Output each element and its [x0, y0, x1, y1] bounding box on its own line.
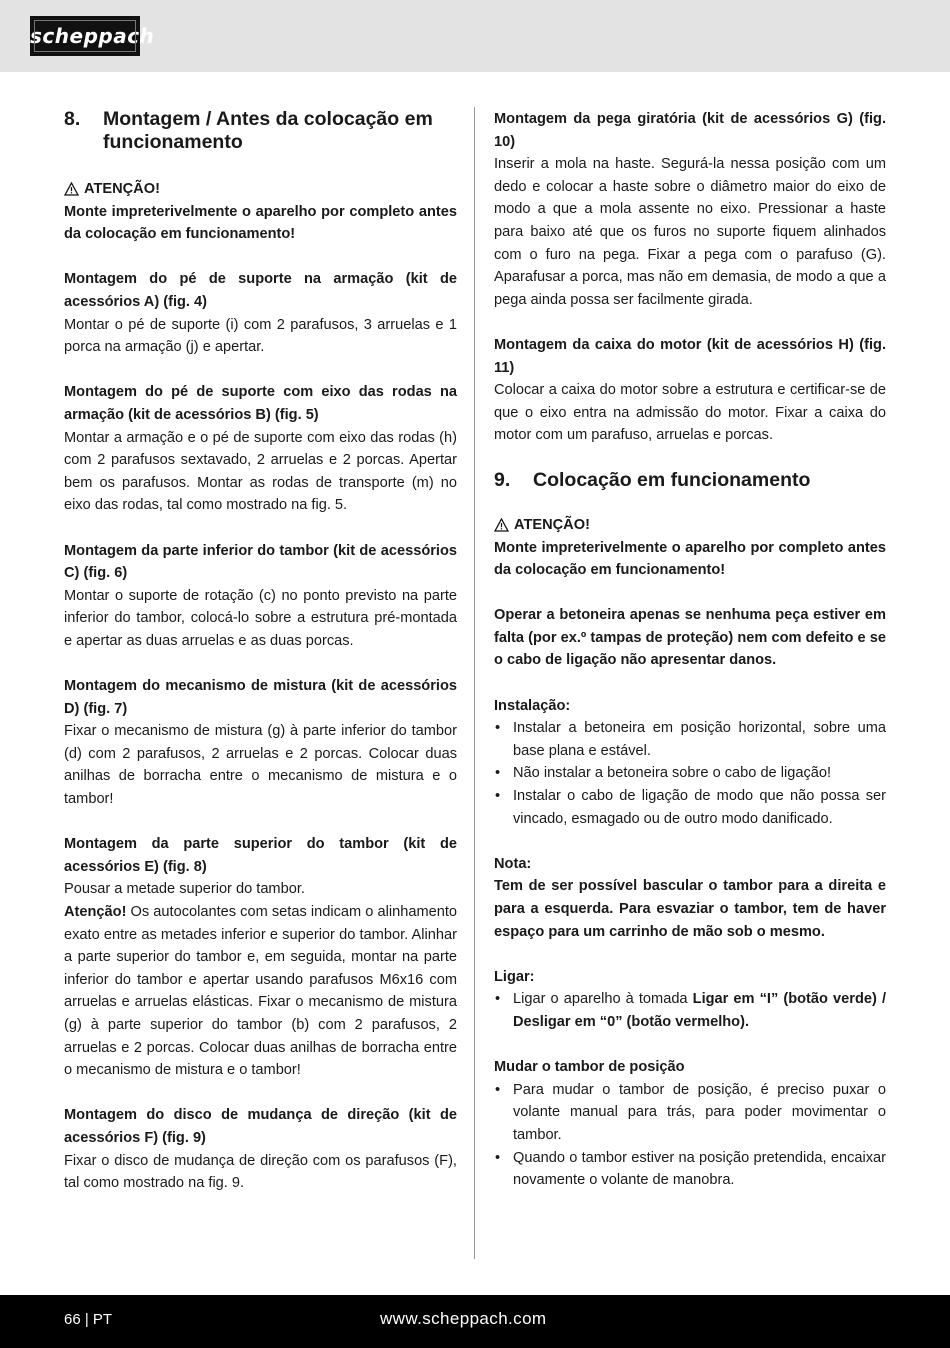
block-kit-a [64, 268, 457, 358]
list-item-text: Quando o tambor estiver na posição pretendida, encaixar novamente o volante de manobra. [513, 1149, 886, 1189]
block-body: Pousar a metade superior do tambor. [64, 881, 305, 898]
bullet-dot-icon: • [495, 788, 501, 805]
right-column [494, 108, 886, 1192]
section-number: 8. [64, 108, 81, 130]
ligar-list [494, 988, 886, 1033]
page-header [0, 0, 950, 72]
website-link[interactable]: www.scheppach.com [380, 1309, 547, 1328]
block-kit-b [64, 381, 457, 517]
installation-heading: Instalação: [494, 697, 571, 714]
list-item-text: Instalar o cabo de ligação de modo que não possa ser vincado, esmagado ou de outro modo danificado. [513, 788, 886, 827]
warning-text: Monte impreterivelmente o aparelho por completo antes da colocação em funcionamento! [64, 203, 457, 243]
block-heading: Montagem do mecanismo de mistura (kit de acessórios D) (fig. 7) [64, 678, 457, 717]
nota-section [494, 853, 886, 943]
block-body-attention [64, 901, 457, 1082]
warning-label-text: ATENÇÃO! [514, 516, 590, 533]
block-kit-h [494, 334, 886, 447]
warning-triangle-icon [494, 518, 509, 532]
block-heading: Montagem do pé de suporte com eixo das rodas na armação (kit de acessórios B) (fig. 5) [64, 384, 457, 423]
page-number: 66 | PT [64, 1311, 113, 1328]
block-kit-f [64, 1104, 457, 1194]
warning-text: Monte impreterivelmente o aparelho por completo antes da colocação em funcionamento! [494, 539, 886, 579]
nota-text: Tem de ser possível bascular o tambor para a direita e para a esquerda. Para esvaziar o tambor, tem de haver espaço para um carrinho de mão sob o mesmo. [494, 878, 886, 940]
block-kit-c [64, 540, 457, 653]
list-item [494, 988, 886, 1033]
list-item-text: Ligar o aparelho à tomada [513, 991, 693, 1008]
list-item-text: Instalar a betoneira em posição horizontal, sobre uma base plana e estável. [513, 720, 886, 759]
bullet-dot-icon: • [495, 991, 501, 1008]
list-item-text: Não instalar a betoneira sobre o cabo de ligação! [513, 765, 832, 782]
bullet-dot-icon: • [495, 1149, 501, 1166]
warning-triangle-icon [64, 182, 79, 196]
block-body: Montar a armação e o pé de suporte com eixo das rodas (h) com 2 parafusos sextavado, 2 arruelas e 2 porcas. Apertar bem os parafusos. Montar as rodas de transporte (m) no eixo das rodas, tal como mostrado na fig. 5. [64, 429, 457, 514]
list-item-text: Para mudar o tambor de posição, é preciso puxar o volante manual para trás, para poder movimentar o tambor. [513, 1081, 886, 1143]
block-body: Montar o suporte de rotação (c) no ponto previsto na parte inferior do tambor, colocá-lo sobre a estrutura pré-montada e apertar as duas arruelas e as duas porcas. [64, 587, 457, 649]
section-8-title [64, 108, 457, 154]
bullet-dot-icon: • [495, 720, 501, 737]
mudar-list [494, 1079, 886, 1192]
block-body: Colocar a caixa do motor sobre a estrutura e certificar-se de que o eixo entra na admissão do motor. Fixar a caixa do motor com um parafuso, arruelas e porcas. [494, 382, 886, 444]
installation-list [494, 717, 886, 830]
block-body: Montar o pé de suporte (i) com 2 parafusos, 3 arruelas e 1 porca na armação (j) e apertar. [64, 316, 457, 356]
mudar-heading: Mudar o tambor de posição [494, 1059, 685, 1076]
brand-logo-text: scheppach [30, 24, 155, 48]
list-item [494, 1079, 886, 1147]
ligar-section [494, 966, 886, 1034]
warning-label-text: ATENÇÃO! [84, 181, 160, 197]
block-kit-e [64, 833, 457, 1082]
section-heading: Montagem / Antes da colocação em funcionamento [103, 108, 433, 153]
block-body: Fixar o disco de mudança de direção com os parafusos (F), tal como mostrado na fig. 9. [64, 1152, 457, 1192]
block-kit-d [64, 675, 457, 811]
column-divider [474, 107, 475, 1259]
bullet-dot-icon: • [495, 765, 501, 782]
block-body: Inserir a mola na haste. Segurá-la nessa posição com um dedo e colocar a haste sobre o diâmetro maior do eixo de modo a que a mola assente no eixo. Pressionar a haste para baixo até que os furos no suporte fiquem alinhados com o furo na pega. Fixar a pega com o parafuso (G). Aparafusar a porca, mas não em demasia, de modo a que a pega ainda possa ser facilmente girada. [494, 156, 886, 308]
block-heading: Montagem da parte superior do tambor (kit de acessórios E) (fig. 8) [64, 836, 457, 875]
list-item [494, 717, 886, 762]
attention-label: Atenção! [64, 904, 127, 920]
page-footer [0, 1295, 950, 1348]
block-heading: Montagem da parte inferior do tambor (kit de acessórios C) (fig. 6) [64, 542, 457, 582]
left-column [64, 108, 457, 1195]
list-item [494, 1147, 886, 1192]
block-heading: Montagem do pé de suporte na armação (kit de acessórios A) (fig. 4) [64, 271, 457, 310]
block-heading: Montagem do disco de mudança de direção (kit de acessórios F) (fig. 9) [64, 1107, 457, 1146]
installation-section [494, 695, 886, 831]
block-heading: Montagem da caixa do motor (kit de acessórios H) (fig. 11) [494, 336, 886, 376]
block-kit-g [494, 108, 886, 311]
ligar-heading: Ligar: [494, 968, 535, 985]
list-item [494, 762, 886, 785]
nota-heading: Nota: [494, 855, 532, 872]
section-heading: Colocação em funcionamento [533, 468, 811, 491]
list-item [494, 785, 886, 830]
section-number: 9. [494, 468, 511, 491]
mudar-section [494, 1056, 886, 1192]
operate-note: Operar a betoneira apenas se nenhuma peça estiver em falta (por ex.º tampas de proteção) nem com defeito e se o cabo de ligação não apresentar danos. [494, 607, 886, 669]
warning-label [64, 178, 457, 201]
warning-label [494, 514, 886, 537]
block-body: Fixar o mecanismo de mistura (g) à parte inferior do tambor (d) com 2 parafusos, 2 arruelas e 2 porcas. Colocar duas anilhas de borracha entre o mecanismo de mistura e o tambor! [64, 723, 457, 808]
block-heading: Montagem da pega giratória (kit de acessórios G) (fig. 10) [494, 111, 886, 150]
list-item-bold-text: Ligar em “I” (botão verde) / Desligar em “0” (botão vermelho). [513, 991, 886, 1030]
bullet-dot-icon: • [495, 1081, 501, 1098]
section-9-title [494, 469, 886, 492]
attention-text: Os autocolantes com setas indicam o alinhamento exato entre as metades inferior e superior do tambor. Alinhar a parte superior do tambor e, em seguida, montar na parte inferior do tambor e apertar usando parafusos M6x16 com arruelas e arruelas elásticas. Fixar o mecanismo de mistura (g) à parte superior do tambor (b) com 2 parafusos, 2 arruelas e 2 porcas. Colocar duas anilhas de borracha entre o mecanismo de mistura e o tambor! [64, 904, 457, 1079]
brand-logo [30, 16, 155, 56]
